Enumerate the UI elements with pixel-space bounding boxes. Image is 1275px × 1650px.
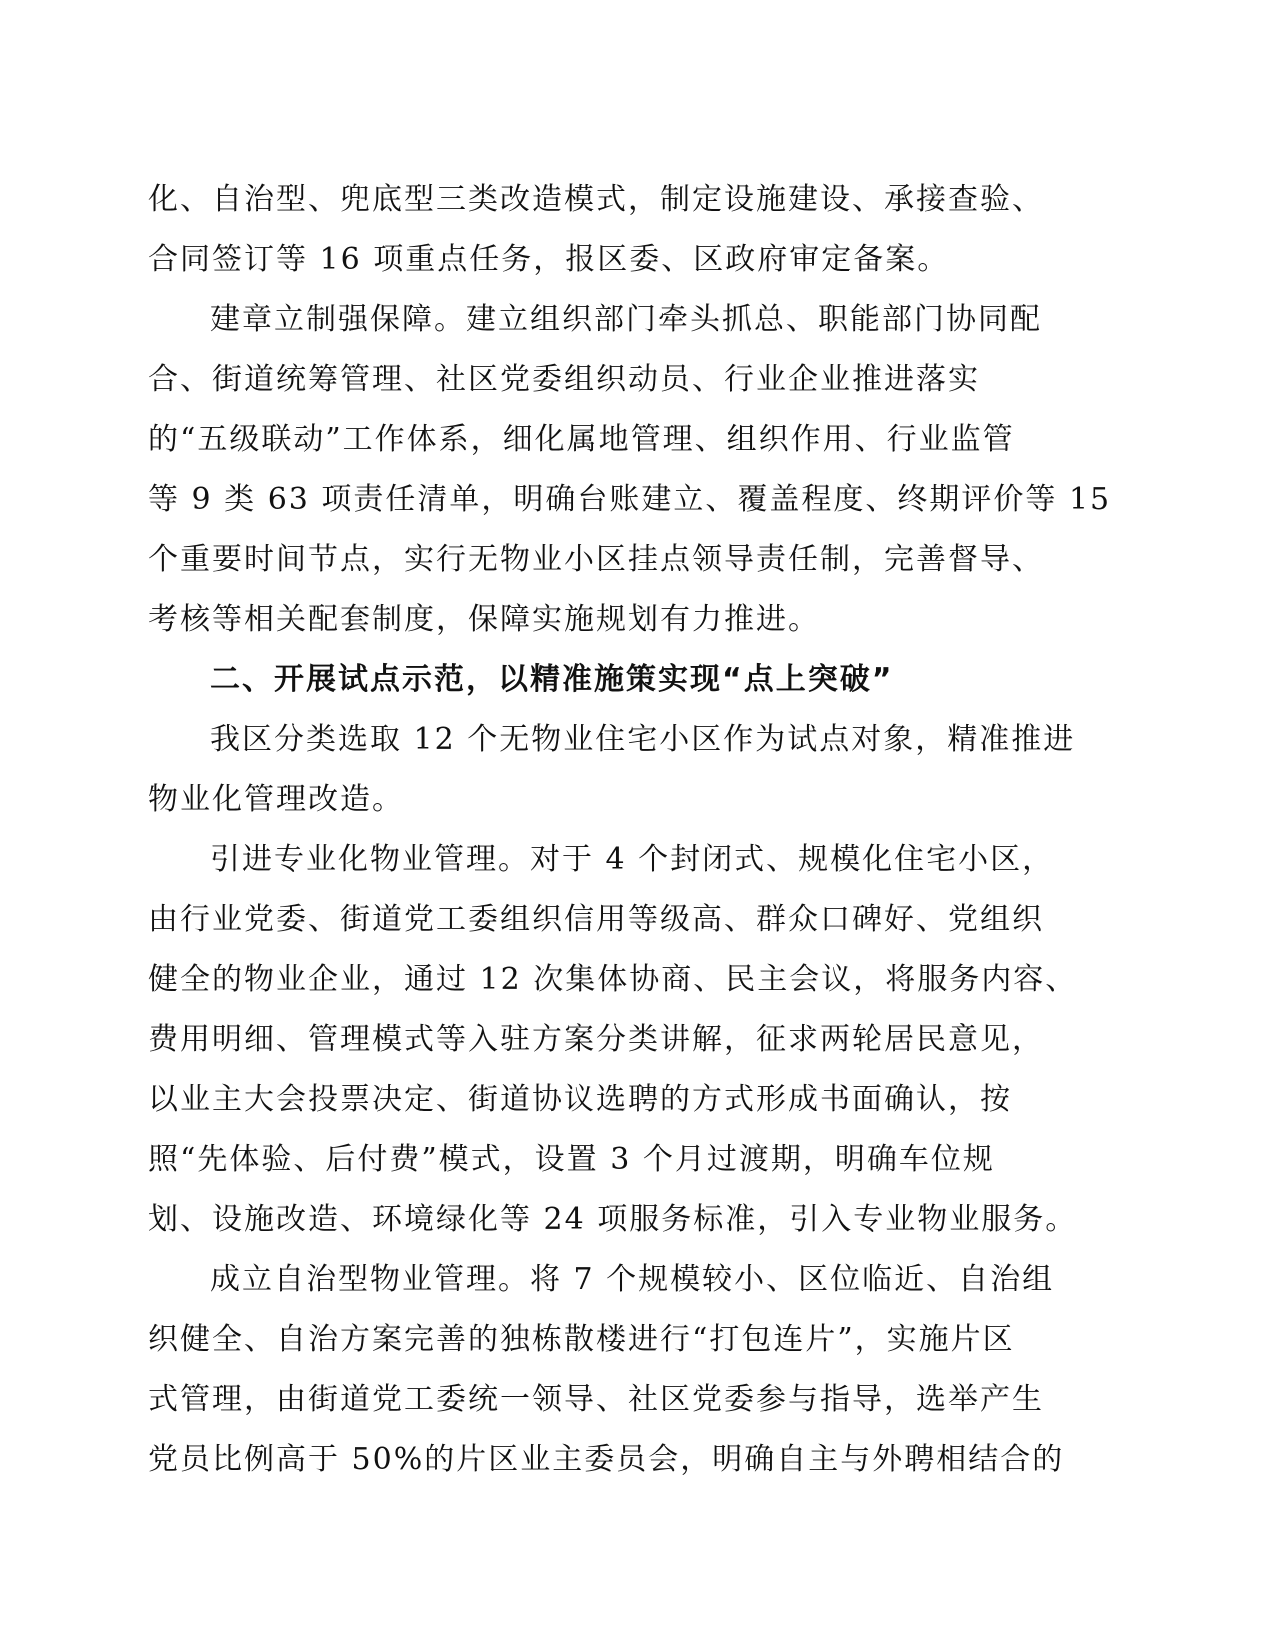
text-line: 化、自治型、兜底型三类改造模式，制定设施建设、承接查验、: [148, 182, 1044, 217]
paragraph-start-line: 引进专业化物业管理。对于 4 个封闭式、规模化住宅小区，: [210, 842, 1055, 877]
text-line: 党员比例高于 50%的片区业主委员会，明确自主与外聘相结合的: [148, 1442, 1065, 1477]
text-line: 的“五级联动”工作体系，细化属地管理、组织作用、行业监管: [148, 422, 1015, 457]
text-line: 由行业党委、街道党工委组织信用等级高、群众口碑好、党组织: [148, 902, 1044, 937]
text-line: 划、设施改造、环境绿化等 24 项服务标准，引入专业物业服务。: [148, 1202, 1078, 1237]
text-line: 等 9 类 63 项责任清单，明确台账建立、覆盖程度、终期评价等 15: [148, 482, 1112, 517]
paragraph-start-line: 建章立制强保障。建立组织部门牵头抓总、职能部门协同配: [210, 302, 1042, 337]
text-line: 以业主大会投票决定、街道协议选聘的方式形成书面确认，按: [148, 1082, 1012, 1117]
text-line: 费用明细、管理模式等入驻方案分类讲解，征求两轮居民意见，: [148, 1022, 1044, 1057]
text-line: 织健全、自治方案完善的独栋散楼进行“打包连片”，实施片区: [148, 1322, 1015, 1357]
paragraph-start-line: 我区分类选取 12 个无物业住宅小区作为试点对象，精准推进: [210, 722, 1076, 757]
text-line: 物业化管理改造。: [148, 782, 404, 817]
text-line: 照“先体验、后付费”模式，设置 3 个月过渡期，明确车位规: [148, 1142, 995, 1177]
text-line: 健全的物业企业，通过 12 次集体协商、民主会议，将服务内容、: [148, 962, 1078, 997]
text-line: 式管理，由街道党工委统一领导、社区党委参与指导，选举产生: [148, 1382, 1044, 1417]
paragraph-start-line: 成立自治型物业管理。将 7 个规模较小、区位临近、自治组: [210, 1262, 1055, 1297]
text-line: 考核等相关配套制度，保障实施规划有力推进。: [148, 602, 820, 637]
text-line: 个重要时间节点，实行无物业小区挂点领导责任制，完善督导、: [148, 542, 1044, 577]
text-line: 合、街道统筹管理、社区党委组织动员、行业企业推进落实: [148, 362, 980, 397]
text-line: 合同签订等 16 项重点任务，报区委、区政府审定备案。: [148, 242, 950, 277]
section-heading: 二、开展试点示范，以精准施策实现“点上突破”: [210, 662, 894, 697]
